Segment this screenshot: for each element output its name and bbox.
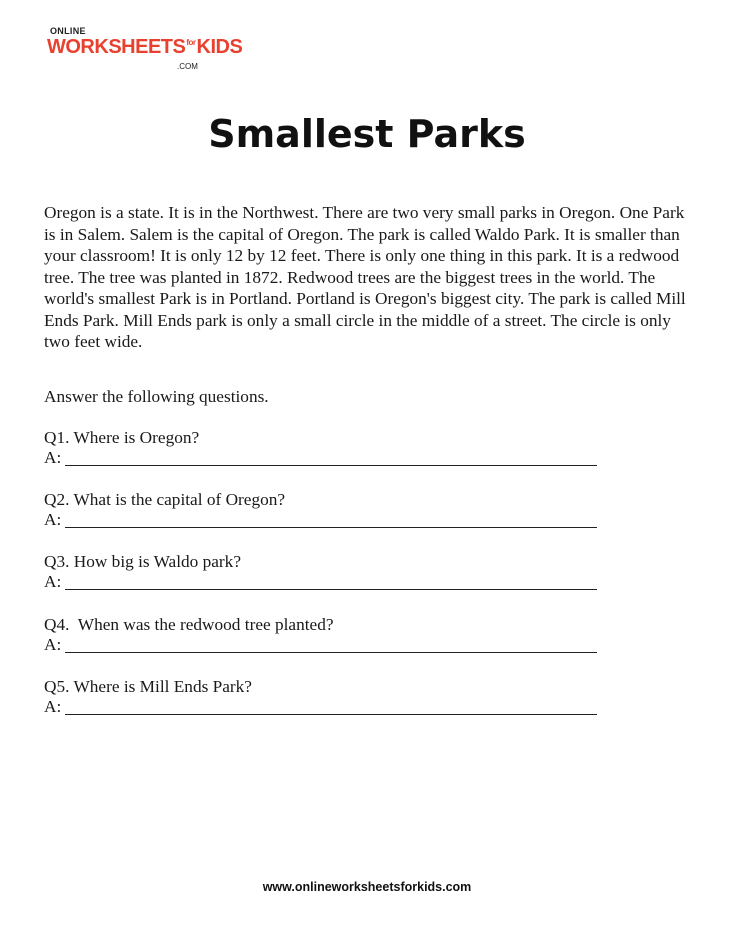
logo-kids: KIDS [196, 36, 243, 58]
question-block-1 [44, 428, 644, 468]
answer-underline [65, 714, 597, 715]
footer-url: www.onlineworksheetsforkids.com [262, 880, 472, 894]
logo-com-text: .COM [177, 62, 198, 71]
question-block-5 [44, 677, 644, 717]
answer-label: A: [44, 635, 62, 654]
answer-underline [65, 589, 597, 590]
reading-passage: Oregon is a state. It is in the Northwest. There are two very small parks in Oregon. One Park is in Salem. Salem is the capital of Oregon. The park is called Waldo Park. It is smaller than your classroom! It is only 12 by 12 feet. There is only one thing in this park. It is a redwood tree. The tree was planted in 1872. Redwood trees are the biggest trees in the world. The world's smallest Park is in Portland. Portland is Oregon's biggest city. The park is called Mill Ends Park. Mill Ends park is only a small circle in the middle of a street. The circle is only two feet wide. [44, 203, 686, 351]
answer-label: A: [44, 448, 62, 467]
answer-label: A: [44, 510, 62, 529]
answer-underline [65, 465, 597, 466]
logo-main-text [47, 36, 242, 59]
answer-label: A: [44, 572, 62, 591]
logo-for: for [186, 38, 196, 47]
page-title: Smallest Parks [208, 112, 526, 156]
answer-line[interactable] [44, 510, 644, 530]
question-block-2 [44, 490, 644, 530]
site-logo [47, 26, 243, 82]
answer-underline [65, 527, 597, 528]
answer-line[interactable] [44, 572, 644, 592]
instruction-text: Answer the following questions. [44, 387, 269, 406]
question-text: Q3. How big is Waldo park? [44, 552, 241, 571]
question-text: Q5. Where is Mill Ends Park? [44, 677, 252, 696]
answer-line[interactable] [44, 635, 644, 655]
question-block-4 [44, 615, 644, 655]
answer-line[interactable] [44, 448, 644, 468]
question-text: Q1. Where is Oregon? [44, 428, 200, 447]
question-text: Q4. When was the redwood tree planted? [44, 615, 334, 634]
question-block-3 [44, 552, 644, 592]
answer-underline [65, 652, 597, 653]
answer-line[interactable] [44, 697, 644, 717]
question-text: Q2. What is the capital of Oregon? [44, 490, 286, 509]
logo-online-text: ONLINE [50, 26, 86, 36]
answer-label: A: [44, 697, 62, 716]
logo-worksheets: WORKSHEETS [47, 36, 186, 58]
